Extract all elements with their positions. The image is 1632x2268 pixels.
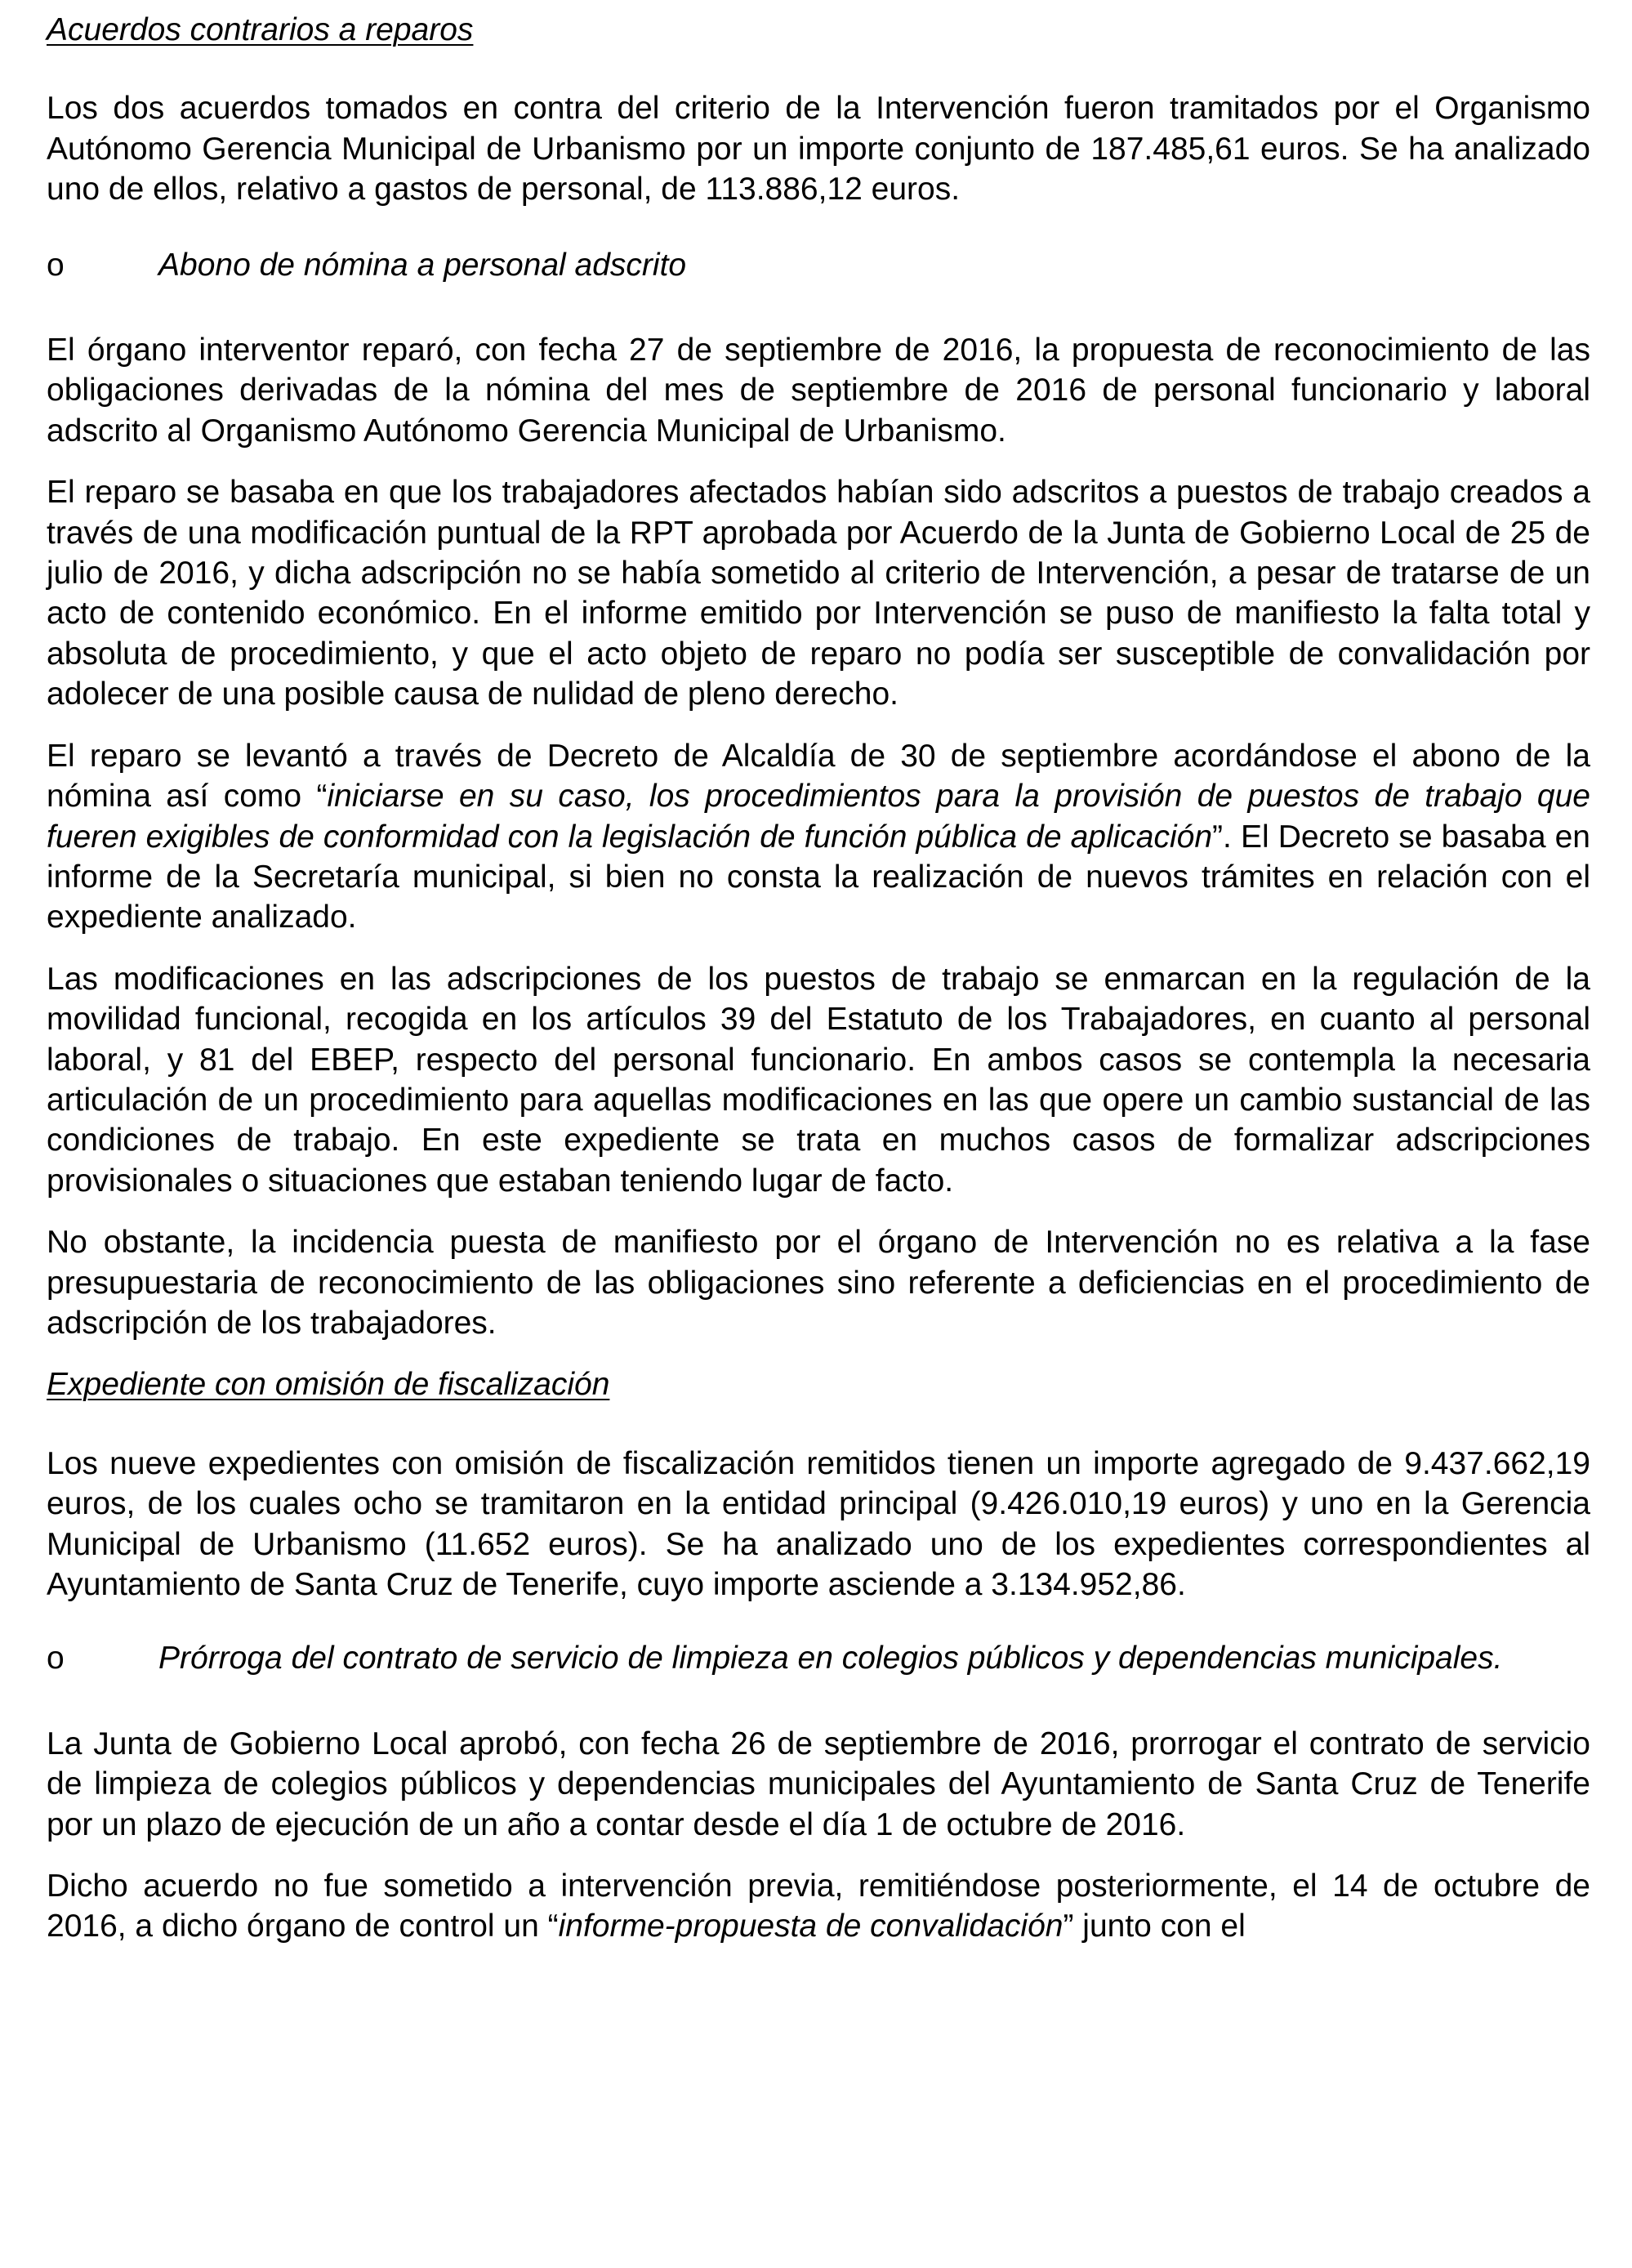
- bullet-prorroga-contrato: [47, 1638, 1590, 1678]
- text-before-quote: Dicho acuerdo no fue sometido a intervención previa, remitiéndose posteriormente, el 14 de octubre de 2016, a dicho órgano de control un “: [47, 1868, 1590, 1944]
- paragraph-acuerdos-intro: Los dos acuerdos tomados en contra del criterio de la Intervención fueron tramitados por el Organismo Autónomo Gerencia Municipal de Urbanismo por un importe conjunto de 187.485,61 euros. Se ha analizado uno de ellos, relativo a gastos de personal, de 113.886,12 euros.: [47, 91, 1590, 208]
- bullet-title: Abono de nómina a personal adscrito: [158, 247, 687, 283]
- bullet-abono-nomina: [47, 245, 1590, 285]
- paragraph-no-obstante: No obstante, la incidencia puesta de manifiesto por el órgano de Intervención no es relativa a la fase presupuestaria de reconocimiento de las obligaciones sino referente a deficiencias en el procedimiento de adscripción de los trabajadores.: [47, 1225, 1590, 1341]
- paragraph-reparo-basis: El reparo se basaba en que los trabajadores afectados habían sido adscritos a puestos de trabajo creados a través de una modificación puntual de la RPT aprobada por Acuerdo de la Junta de Gobierno Local de 25 de julio de 2016, y dicha adscripción no se había sometido al criterio de Intervención, a pesar de tratarse de un acto de contenido económico. En el informe emitido por Intervención se puso de manifiesto la falta total y absoluta de procedimiento, y que el acto objeto de reparo no podía ser susceptible de convalidación por adolecer de una posible causa de nulidad de pleno derecho.: [47, 475, 1590, 712]
- paragraph-reparo-levantado: [47, 736, 1590, 938]
- bullet-title: Prórroga del contrato de servicio de limpieza en colegios públicos y dependencias municipales.: [158, 1641, 1503, 1676]
- section-heading-acuerdos: Acuerdos contrarios a reparos: [47, 12, 474, 47]
- document-page: [47, 10, 1590, 1947]
- text-before-quote: El reparo se levantó a través de Decreto de Alcaldía de 30 de septiembre acordándose el abono de la nómina así como “: [47, 738, 1590, 815]
- bullet-marker: o: [47, 247, 65, 283]
- paragraph-dicho-acuerdo: [47, 1866, 1590, 1947]
- paragraph-reparo-nomina: El órgano interventor reparó, con fecha 27 de septiembre de 2016, la propuesta de reconocimiento de las obligaciones derivadas de la nómina del mes de septiembre de 2016 de personal funcionario y laboral adscrito al Organismo Autónomo Gerencia Municipal de Urbanismo.: [47, 333, 1590, 449]
- bullet-marker: o: [47, 1641, 65, 1676]
- paragraph-modificaciones: Las modificaciones en las adscripciones de los puestos de trabajo se enmarcan en la regulación de la movilidad funcional, recogida en los artículos 39 del Estatuto de los Trabajadores, en cuanto al personal laboral, y 81 del EBEP, respecto del personal funcionario. En ambos casos se contempla la necesaria articulación de un procedimiento para aquellas modificaciones en las que opere un cambio sustancial de las condiciones de trabajo. En este expediente se trata en muchos casos de formalizar adscripciones provisionales o situaciones que estaban teniendo lugar de facto.: [47, 961, 1590, 1199]
- paragraph-omision-intro: Los nueve expedientes con omisión de fiscalización remitidos tienen un importe agregado de 9.437.662,19 euros, de los cuales ocho se tramitaron en la entidad principal (9.426.010,19 euros) y uno en la Gerencia Municipal de Urbanismo (11.652 euros). Se ha analizado uno de los expedientes correspondientes al Ayuntamiento de Santa Cruz de Tenerife, cuyo importe asciende a 3.134.952,86.: [47, 1445, 1590, 1602]
- text-after-quote: ”. El Decreto se basaba en informe de la Secretaría municipal, si bien no consta la realización de nuevos trámites en relación con el expediente analizado.: [47, 819, 1590, 935]
- paragraph-junta-gobierno: La Junta de Gobierno Local aprobó, con fecha 26 de septiembre de 2016, prorrogar el contrato de servicio de limpieza de colegios públicos y dependencias municipales del Ayuntamiento de Santa Cruz de Tenerife por un plazo de ejecución de un año a contar desde el día 1 de octubre de 2016.: [47, 1726, 1590, 1842]
- text-after-quote: ” junto con el: [1063, 1909, 1246, 1944]
- quoted-text: iniciarse en su caso, los procedimientos para la provisión de puestos de trabajo que fueren exigibles de conformidad con la legislación de función pública de aplicación: [47, 779, 1590, 855]
- quoted-text: informe-propuesta de convalidación: [558, 1909, 1063, 1944]
- section-heading-omision: Expediente con omisión de fiscalización: [47, 1367, 610, 1403]
